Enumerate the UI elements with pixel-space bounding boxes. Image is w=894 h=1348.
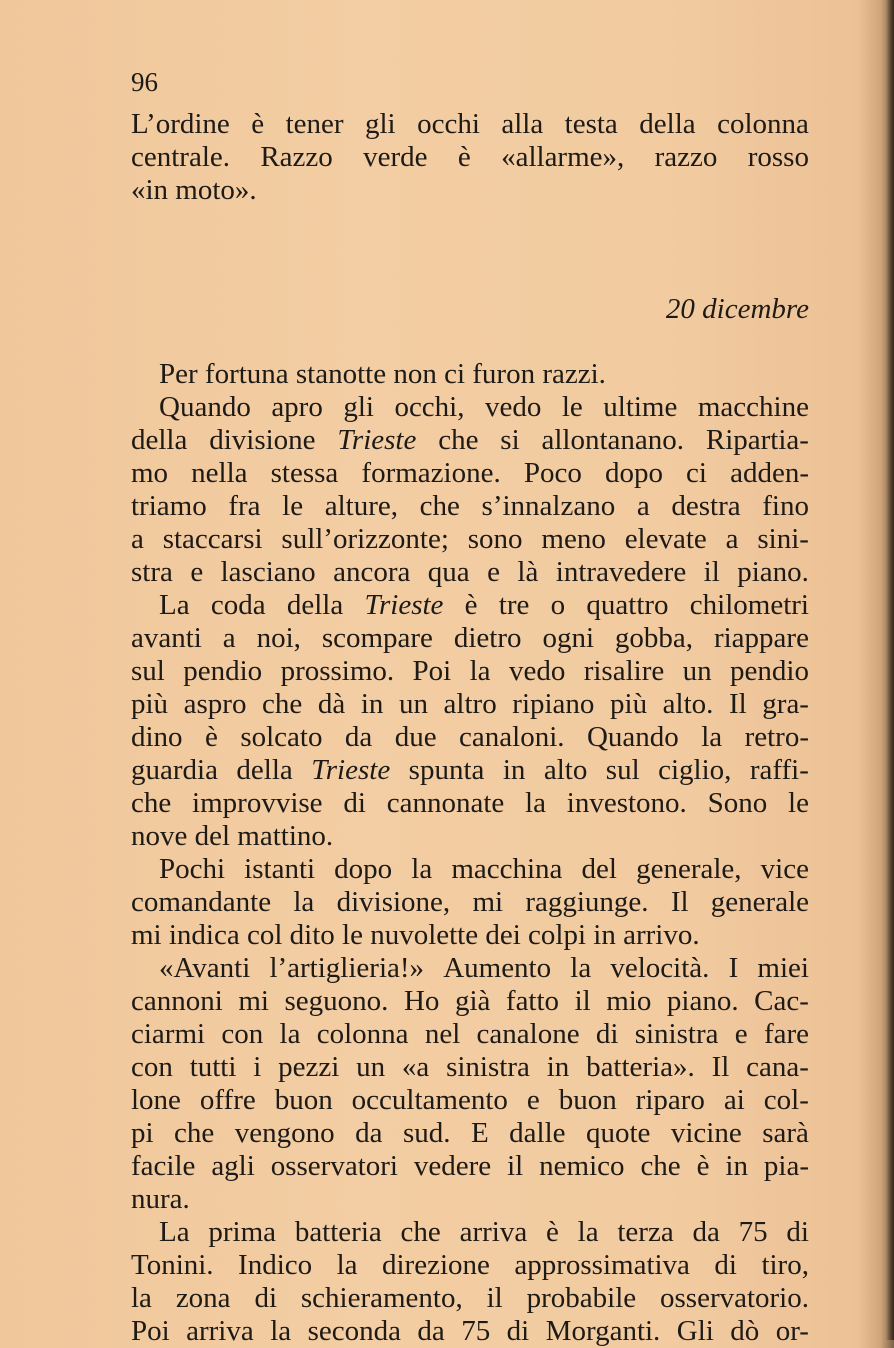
word: generale, — [636, 853, 742, 885]
text-line — [131, 1249, 809, 1282]
word: La — [159, 589, 190, 621]
word: e — [734, 1018, 748, 1050]
word: gobba, — [614, 622, 694, 654]
word: elevate — [624, 523, 707, 555]
word: adden- — [730, 457, 809, 489]
word: in — [725, 1150, 748, 1182]
word: e — [190, 556, 204, 588]
word: ci — [686, 457, 707, 489]
text-line — [131, 1018, 809, 1051]
word: nove del mattino. — [131, 820, 334, 852]
word: buon — [558, 1084, 617, 1116]
word: Il — [728, 688, 747, 720]
word: più — [131, 688, 169, 720]
word: formazione. — [361, 457, 501, 489]
word: Tonini. — [131, 1249, 214, 1281]
word: la — [270, 1315, 292, 1347]
word: dopo — [334, 853, 393, 885]
word: un — [398, 688, 428, 720]
word: «allarme», — [501, 141, 625, 173]
word: la — [279, 1018, 301, 1050]
word: quote — [585, 1117, 651, 1149]
word: di — [254, 1282, 277, 1314]
word: Trieste — [364, 589, 444, 621]
word: quattro — [586, 589, 669, 621]
word: staccarsi — [162, 523, 263, 555]
word: coda — [210, 589, 266, 621]
text-line — [131, 556, 809, 589]
word: già — [454, 985, 491, 1017]
word: Il — [711, 1051, 730, 1083]
word: centrale. — [131, 141, 231, 173]
word: ciglio, — [658, 754, 732, 786]
word: L’ordine — [131, 108, 230, 140]
word: la — [411, 853, 433, 885]
text-line — [131, 1117, 809, 1150]
text-line — [131, 820, 809, 853]
word: Pochi — [159, 853, 226, 885]
word: pendio — [183, 655, 263, 687]
word: gra- — [762, 688, 809, 720]
word: Quando — [586, 721, 679, 753]
word: nura. — [131, 1183, 190, 1215]
word: stra — [131, 556, 173, 588]
word: di — [343, 787, 366, 819]
word: ciarmi — [131, 1018, 206, 1050]
word: pezzi — [278, 1051, 340, 1083]
word: fra — [228, 490, 261, 522]
text-line — [131, 358, 809, 391]
page-number: 96 — [131, 67, 158, 97]
word: generale — [710, 886, 809, 918]
text-line — [131, 622, 809, 655]
page-edge-shadow — [886, 0, 894, 1340]
word: da — [355, 1117, 383, 1149]
word: Indico — [238, 1249, 313, 1281]
word: a — [222, 622, 236, 654]
word: a — [725, 523, 739, 555]
word: divisione — [209, 424, 316, 456]
word: I — [728, 952, 739, 984]
word: La — [159, 1216, 190, 1248]
word: cannonate — [386, 787, 505, 819]
word: che — [438, 424, 479, 456]
word: la — [570, 952, 592, 984]
word: riappare — [713, 622, 809, 654]
word: Trieste — [337, 424, 417, 456]
word: del — [581, 853, 617, 885]
text-line — [131, 787, 809, 820]
word: 75 — [738, 1216, 768, 1248]
word: raffi- — [749, 754, 809, 786]
word: sini- — [757, 523, 809, 555]
word: le — [561, 391, 583, 423]
word: dietro — [453, 622, 522, 654]
section-gap — [131, 207, 809, 293]
word: Ho — [403, 985, 440, 1017]
text-line — [131, 655, 809, 688]
text-line — [131, 457, 809, 490]
word: la — [469, 655, 491, 687]
word: cana- — [746, 1051, 809, 1083]
word: mio — [606, 985, 652, 1017]
word: là — [517, 556, 539, 588]
word: improvvise — [192, 787, 323, 819]
word: un — [682, 655, 712, 687]
word: piano. — [666, 985, 739, 1017]
word: con — [131, 1051, 173, 1083]
word: ai — [723, 1084, 745, 1116]
text-line — [131, 1183, 809, 1216]
word: vedo — [484, 391, 542, 423]
word: sul — [131, 655, 165, 687]
word: arriva — [186, 1315, 254, 1347]
word: alto — [543, 754, 588, 786]
word: ripiano — [512, 688, 595, 720]
text-line — [131, 108, 809, 141]
text-line — [131, 985, 809, 1018]
word: la — [131, 1282, 152, 1314]
word: macchine — [697, 391, 809, 423]
word: con — [221, 1018, 264, 1050]
word: sul — [605, 754, 640, 786]
word: ancora — [333, 556, 411, 588]
word: E — [470, 1117, 489, 1149]
word: investono. — [566, 787, 687, 819]
word: s’innalzano — [481, 490, 616, 522]
word: terza — [617, 1216, 674, 1248]
word: di — [506, 1315, 530, 1347]
word: guardia — [131, 754, 218, 786]
word: Aumento — [443, 952, 552, 984]
text-line — [131, 1051, 809, 1084]
word: canalone — [476, 1018, 580, 1050]
word: Trieste — [311, 754, 391, 786]
word: intravedere — [555, 556, 687, 588]
text-line — [131, 490, 809, 523]
word: pi — [131, 1117, 154, 1149]
word: ultime — [603, 391, 678, 423]
word: gli — [343, 391, 374, 423]
word: riparo — [635, 1084, 705, 1116]
word: tre — [498, 589, 530, 621]
word: retro- — [744, 721, 809, 753]
word: scompare — [321, 622, 433, 654]
word: seguono. — [284, 985, 389, 1017]
word: «a — [401, 1051, 430, 1083]
word: la — [336, 1249, 358, 1281]
word: il — [574, 985, 591, 1017]
word: Quando — [159, 391, 251, 423]
word: nemico — [539, 1150, 625, 1182]
text-line — [131, 141, 809, 174]
word: sarà — [762, 1117, 809, 1149]
word: Il — [670, 886, 689, 918]
word: Ripartia- — [705, 424, 809, 456]
word: dino — [131, 721, 183, 753]
word: fino — [762, 490, 809, 522]
word: Morganti. — [545, 1315, 661, 1347]
word: mo — [131, 457, 169, 489]
word: da — [417, 1315, 445, 1347]
word: stessa — [270, 457, 339, 489]
text-line — [131, 1150, 809, 1183]
word: miei — [757, 952, 809, 984]
word: spunta — [408, 754, 485, 786]
word: della — [286, 589, 344, 621]
word: offre — [199, 1084, 256, 1116]
word: ogni — [542, 622, 594, 654]
word: in — [360, 688, 384, 720]
word: risalire — [583, 655, 665, 687]
word: Poi — [412, 655, 452, 687]
word: vengono — [234, 1117, 335, 1149]
word: occultamento — [351, 1084, 508, 1116]
word: occhi, — [394, 391, 465, 423]
text-line — [131, 589, 809, 622]
word: comandante — [131, 886, 272, 918]
word: tiro, — [761, 1249, 809, 1281]
word: si — [500, 424, 520, 456]
word: le — [788, 787, 809, 819]
text-line — [131, 174, 809, 207]
word: dà — [317, 688, 346, 720]
word: e — [526, 1084, 540, 1116]
word: della — [236, 754, 293, 786]
word: la — [577, 1216, 599, 1248]
word: altro — [443, 688, 497, 720]
word: col- — [763, 1084, 809, 1116]
word: agli — [211, 1150, 255, 1182]
word: canaloni. — [459, 721, 565, 753]
heading-gap — [131, 326, 809, 358]
text-line — [131, 688, 809, 721]
word: Cac- — [754, 985, 809, 1017]
word: prossimo. — [280, 655, 395, 687]
word: mi — [238, 985, 269, 1017]
word: lone — [131, 1084, 181, 1116]
word: tener — [285, 108, 344, 140]
word: colonna — [316, 1018, 409, 1050]
word: sinistra — [634, 1018, 719, 1050]
text-line — [131, 721, 809, 754]
word: dopo — [604, 457, 663, 489]
word: sud. — [402, 1117, 451, 1149]
word: Poco — [523, 457, 582, 489]
word: direzione — [382, 1249, 490, 1281]
word: alture, — [324, 490, 399, 522]
word: facile — [131, 1150, 196, 1182]
word: destra — [671, 490, 741, 522]
word: or- — [775, 1315, 809, 1347]
word: istanti — [244, 853, 316, 885]
word: un — [356, 1051, 386, 1083]
text-line — [131, 1282, 809, 1315]
word: la — [701, 721, 723, 753]
word: Gli — [676, 1315, 714, 1347]
word: in — [502, 754, 526, 786]
text-line — [131, 391, 809, 424]
word: che — [400, 1216, 441, 1248]
word: osservatorio. — [660, 1282, 809, 1314]
word: è — [457, 141, 471, 173]
word: fatto — [505, 985, 560, 1017]
word: e — [487, 556, 500, 588]
word: Poi — [131, 1315, 170, 1347]
word: è — [464, 589, 478, 621]
word: chilometri — [689, 589, 809, 621]
word: osservatori — [270, 1150, 398, 1182]
word: arriva — [459, 1216, 528, 1248]
word: di — [595, 1018, 619, 1050]
word: è — [205, 721, 218, 753]
word: dalle — [509, 1117, 566, 1149]
word: buon — [274, 1084, 333, 1116]
word: prima — [208, 1216, 277, 1248]
word: zona — [175, 1282, 231, 1314]
word: vedo — [508, 655, 566, 687]
word: testa — [564, 108, 618, 140]
text-line — [131, 754, 809, 787]
word: colonna — [717, 108, 809, 140]
date-heading: 20 dicembre — [665, 293, 809, 325]
word: probabile — [526, 1282, 637, 1314]
word: che — [419, 490, 460, 522]
word: nel — [424, 1018, 461, 1050]
word: approssimativa — [514, 1249, 690, 1281]
paragraph-opening — [131, 108, 809, 207]
word: fare — [763, 1018, 809, 1050]
word: «Avanti — [159, 952, 251, 984]
word: più — [610, 688, 648, 720]
word: a — [131, 523, 144, 555]
text-line — [131, 952, 809, 985]
word: solcato — [240, 721, 323, 753]
word: triamo — [131, 490, 207, 522]
word: di — [786, 1216, 809, 1248]
word: Per fortuna stanotte non ci furon razzi. — [159, 358, 606, 390]
word: il — [486, 1282, 503, 1314]
word: è — [251, 108, 265, 140]
word: mi indica col dito le nuvolette dei colpi in arrivo. — [131, 919, 700, 951]
word: rosso — [747, 141, 809, 173]
word: schieramento, — [300, 1282, 463, 1314]
word: il — [507, 1150, 524, 1182]
text-line — [131, 523, 809, 556]
word: batteria». — [586, 1051, 695, 1083]
word: i — [253, 1051, 262, 1083]
word: a — [636, 490, 650, 522]
word: da — [344, 721, 373, 753]
word: Sono — [707, 787, 768, 819]
word: che — [174, 1117, 215, 1149]
word: che — [640, 1150, 681, 1182]
word: raggiunge. — [525, 886, 649, 918]
word: meno — [541, 523, 606, 555]
word: alla — [501, 108, 544, 140]
word: piano. — [737, 556, 809, 588]
word: della — [131, 424, 188, 456]
word: verde — [363, 141, 428, 173]
word: è — [545, 1216, 559, 1248]
word: avanti — [131, 622, 202, 654]
word: la — [293, 886, 315, 918]
word: aspro — [183, 688, 247, 720]
text-line — [131, 1216, 809, 1249]
body-text — [131, 108, 809, 1348]
word: vice — [760, 853, 809, 885]
word: seconda — [307, 1315, 401, 1347]
word: cannoni — [131, 985, 223, 1017]
word: di — [714, 1249, 737, 1281]
word: Razzo — [260, 141, 333, 173]
word: sono — [467, 523, 523, 555]
word: il — [703, 556, 720, 588]
word: tutti — [189, 1051, 237, 1083]
word: sinistra — [446, 1051, 530, 1083]
word: 75 — [461, 1315, 491, 1347]
paragraph-diary-entry — [131, 358, 809, 1348]
word: l’artiglieria!» — [269, 952, 425, 984]
word: batteria — [294, 1216, 382, 1248]
text-line — [131, 424, 809, 457]
word: velocità. — [610, 952, 710, 984]
word: da — [692, 1216, 720, 1248]
word: mi — [472, 886, 504, 918]
word: è — [696, 1150, 710, 1182]
word: due — [394, 721, 437, 753]
word: qua — [427, 556, 470, 588]
word: lasciano — [220, 556, 316, 588]
word: alto. — [662, 688, 714, 720]
word: della — [639, 108, 696, 140]
word: occhi — [417, 108, 480, 140]
word: che — [262, 688, 303, 720]
word: apro — [271, 391, 323, 423]
word: vedere — [413, 1150, 492, 1182]
word: le — [282, 490, 304, 522]
text-line — [131, 853, 809, 886]
word: «in moto». — [131, 174, 257, 206]
word: razzo — [654, 141, 718, 173]
word: pendio — [730, 655, 809, 687]
word: nella — [191, 457, 248, 489]
word: in — [546, 1051, 570, 1083]
word: noi, — [256, 622, 301, 654]
text-line — [131, 886, 809, 919]
text-line — [131, 919, 809, 952]
word: allontanano. — [541, 424, 685, 456]
word: dò — [730, 1315, 760, 1347]
word: la — [525, 787, 546, 819]
word: macchina — [451, 853, 563, 885]
word: divisione, — [336, 886, 451, 918]
word: pia- — [763, 1150, 809, 1182]
word: vicine — [670, 1117, 742, 1149]
word: che — [131, 787, 172, 819]
word: o — [550, 589, 566, 621]
word: gli — [365, 108, 396, 140]
text-line — [131, 1315, 809, 1348]
text-line — [131, 1084, 809, 1117]
word: sull’orizzonte; — [281, 523, 449, 555]
